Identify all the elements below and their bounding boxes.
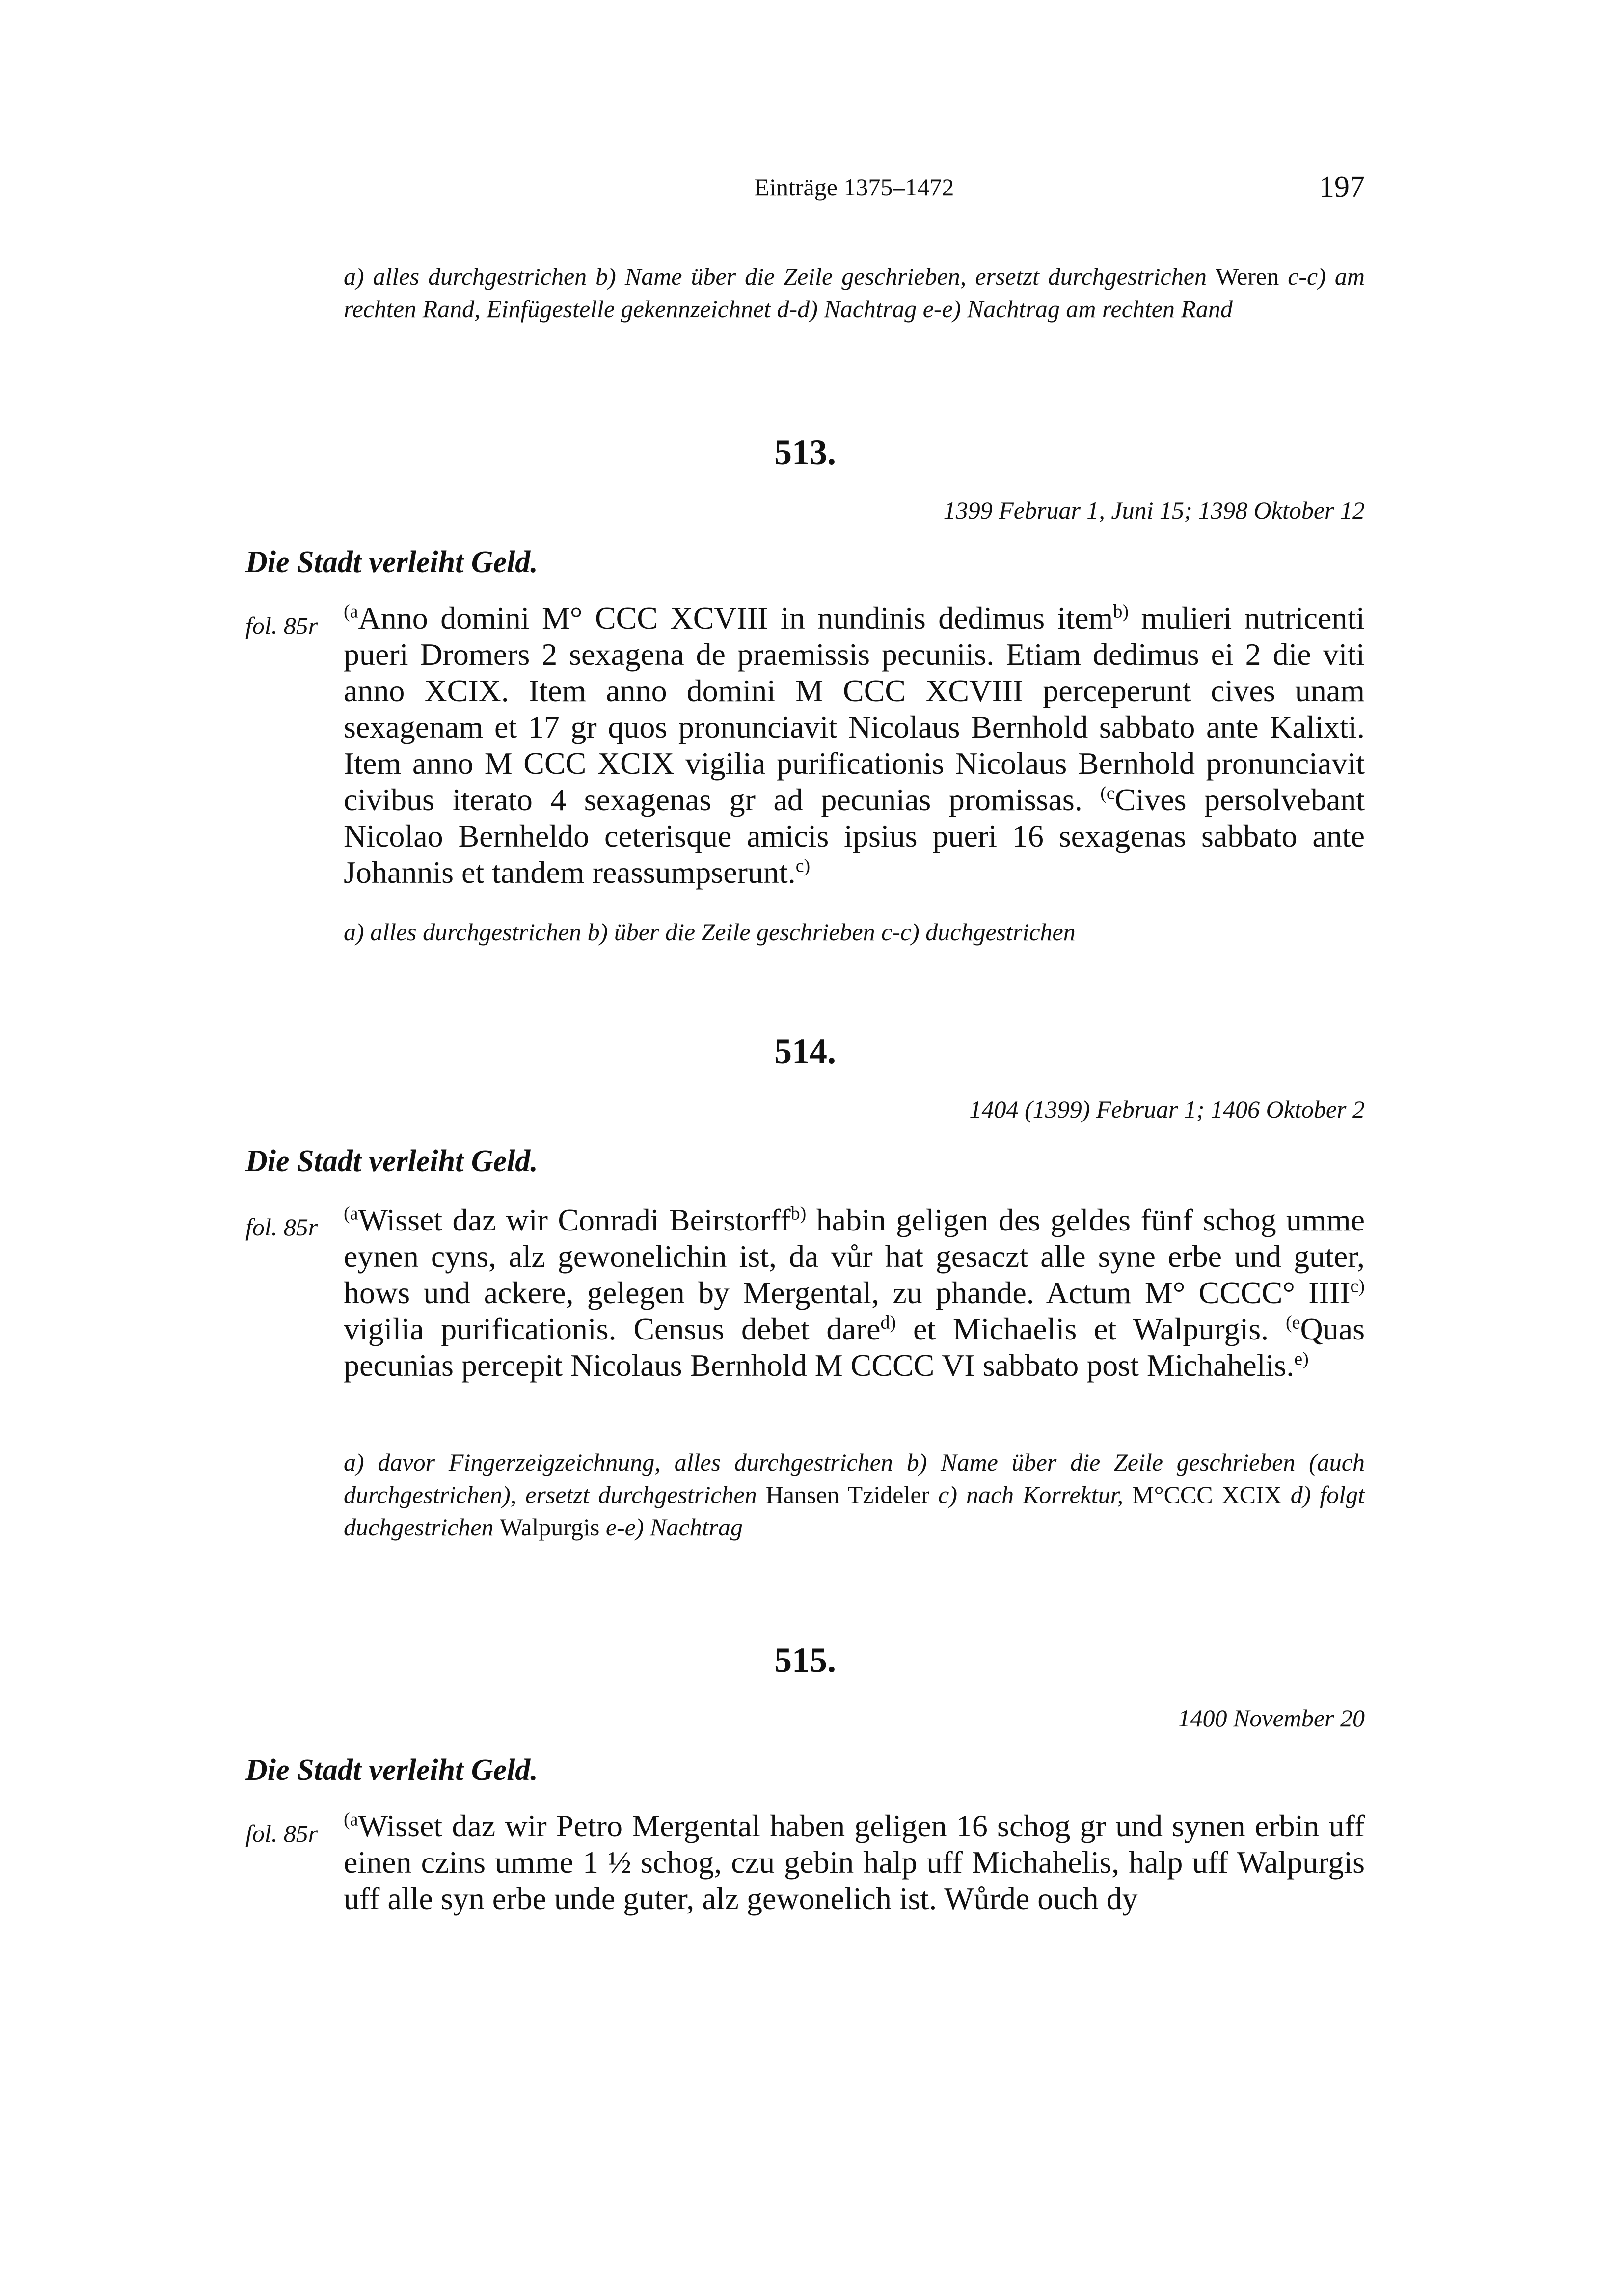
note-marker: e) <box>1294 1348 1309 1369</box>
entry-text-segment: habin geligen des geldes fünf schog umme eynen cyns, alz gewonelichin ist, da vůr hat gesaczt alle syne erbe und guter, hows und ackere, gelegen by Mergental, zu phande. Actum M° CCCC° IIII <box>344 1203 1365 1310</box>
note-marker: b) <box>790 1203 807 1224</box>
note-marker: (c <box>1100 783 1115 804</box>
footnote-text: e-e) Nachtrag <box>599 1513 743 1541</box>
entry-number: 513. <box>774 433 836 472</box>
note-marker: (a <box>344 1809 358 1830</box>
entry-heading: Die Stadt verleiht Geld. <box>245 1753 538 1787</box>
running-title: Einträge 1375–1472 <box>754 173 954 201</box>
entry-text-segment: Anno domini M° CCC XCVIII in nundinis dedimus item <box>358 601 1113 635</box>
note-marker: b) <box>1113 601 1129 622</box>
footnote-text: d) folgt duchgestrichen <box>344 1481 1365 1541</box>
footnote-quoted-word: Walpurgis <box>499 1513 600 1541</box>
entry-text <box>344 1202 1365 1384</box>
entry-heading: Die Stadt verleiht Geld. <box>245 1145 538 1178</box>
entry-text-segment: Cives persolvebant Nicolao Bernheldo ceterisque amicis ipsius pueri 16 sexagenas sabbato ante Johannis et tandem reassumpserunt. <box>344 782 1365 890</box>
entry-date: 1404 (1399) Februar 1; 1406 Oktober 2 <box>969 1095 1365 1123</box>
entry-date: 1400 November 20 <box>1178 1704 1365 1732</box>
entry-number: 514. <box>774 1032 836 1071</box>
note-marker: c) <box>1350 1276 1365 1297</box>
footnote-text: a) davor Fingerzeigzeichnung, alles durchgestrichen b) Name über die Zeile geschrieben (auch durchgestrichen), ersetzt durchgestrichen <box>344 1449 1365 1508</box>
entry-text-segment: Quas pecunias percepit Nicolaus Bernhold M CCCC VI sabbato post Michahelis. <box>344 1312 1365 1383</box>
note-marker: (e <box>1285 1312 1300 1333</box>
entry-footnotes <box>344 916 1365 948</box>
note-marker: c) <box>795 855 811 876</box>
entry-text-segment: mulieri nutricenti pueri Dromers 2 sexagena de praemissis pecuniis. Etiam dedimus ei 2 die viti anno XCIX. Item anno domini M CCC XCVIII perceperunt cives unam sexagenam et 17 gr quos pronunciavit Nicolaus Bernhold sabbato ante Kalixti. Item anno M CCC XCIX vigilia purificationis Nicolaus Bernhold pronunciavit civibus iterato 4 sexagenas gr ad pecunias promissas. <box>344 601 1365 817</box>
entry-date: 1399 Februar 1, Juni 15; 1398 Oktober 12 <box>943 496 1365 524</box>
note-marker: (a <box>344 601 358 622</box>
entry-text <box>344 600 1365 891</box>
folio-reference: fol. 85r <box>245 612 318 639</box>
footnote-text: c-c) am rechten Rand, Einfügestelle gekennzeichnet d-d) Nachtrag e-e) Nachtrag am rechten Rand <box>344 263 1365 323</box>
page-number: 197 <box>1319 170 1365 204</box>
entry-text-segment: Wisset daz wir Petro Mergental haben geligen 16 schog gr und synen erbin uff einen czins umme 1 ½ schog, czu gebin halp uff Michahelis, halp uff Walpurgis uff alle syn erbe unde guter, alz gewonelich ist. Wůrde ouch dy <box>344 1808 1365 1916</box>
entry-footnotes <box>344 1446 1365 1543</box>
entry-number: 515. <box>774 1640 836 1680</box>
footnote-quoted-word: M°CCC XCIX <box>1132 1481 1282 1508</box>
folio-reference: fol. 85r <box>245 1820 318 1847</box>
page-header <box>344 170 1365 212</box>
note-marker: d) <box>880 1312 896 1333</box>
entry-text-segment: et Michaelis et Walpurgis. <box>896 1312 1286 1346</box>
entry-text-segment: vigilia purificationis. Census debet dare <box>344 1312 881 1346</box>
footnote-text: c) nach Korrektur, <box>929 1481 1133 1508</box>
note-marker: (a <box>344 1203 358 1224</box>
entry-heading: Die Stadt verleiht Geld. <box>245 546 538 579</box>
footnote-text: a) alles durchgestrichen b) über die Zeile geschrieben c-c) duchgestrichen <box>344 918 1076 946</box>
entry-text-segment: Wisset daz wir Conradi Beirstorff <box>358 1203 791 1237</box>
footnote-quoted-word: Hansen Tzideler <box>765 1481 930 1508</box>
entry-text <box>344 1808 1365 1917</box>
footnote-text: a) alles durchgestrichen b) Name über die Zeile geschrieben, ersetzt durchgestrichen <box>344 263 1207 290</box>
folio-reference: fol. 85r <box>245 1213 318 1241</box>
top-footnotes <box>344 260 1365 325</box>
footnote-quoted-word: Weren <box>1215 263 1279 290</box>
